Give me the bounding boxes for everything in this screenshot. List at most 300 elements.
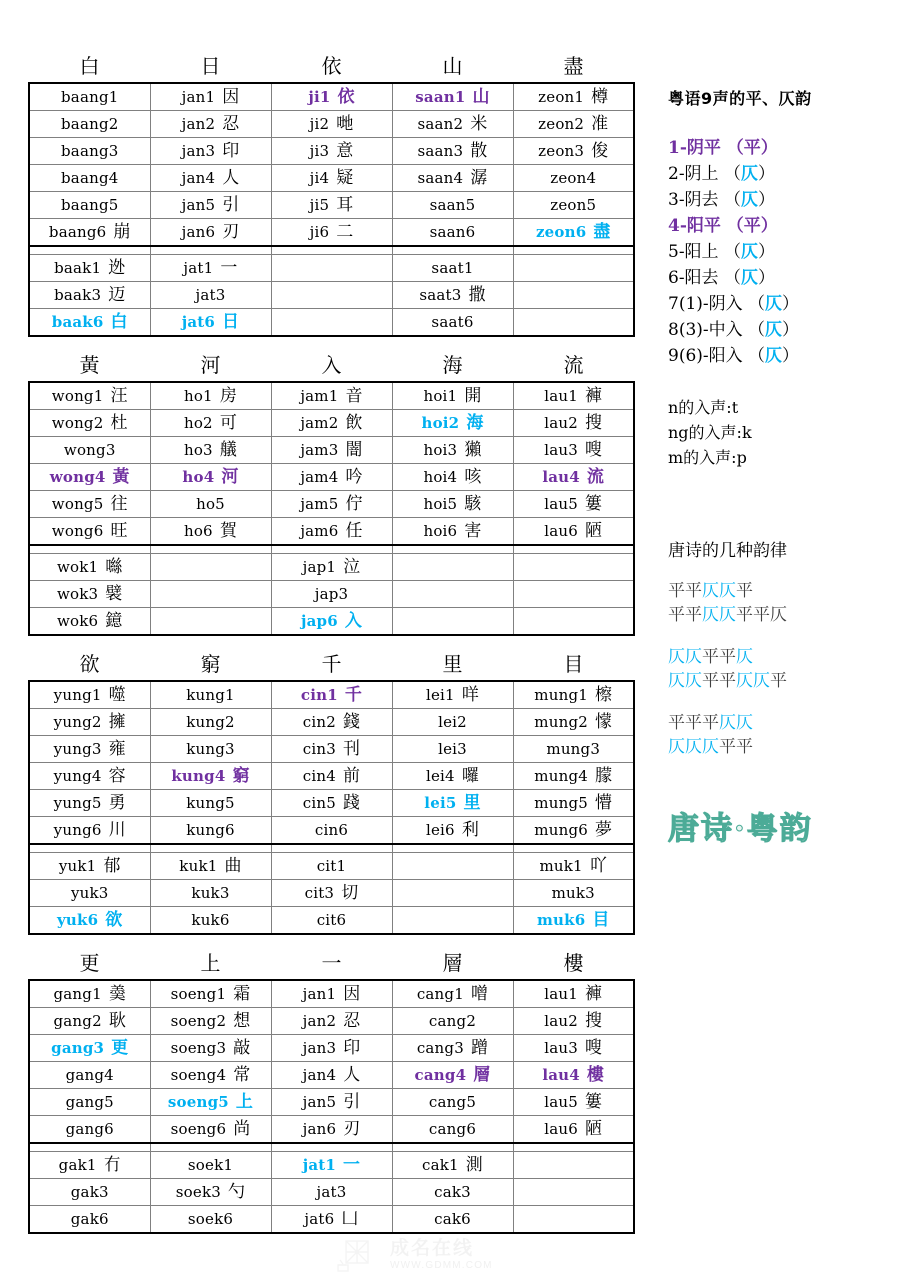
tone-label-close: ） (757, 268, 775, 288)
tone-label-close: ） (782, 320, 800, 340)
romanisation: muk3 (551, 884, 595, 902)
hanzi: 凵 (341, 1209, 359, 1229)
jyutping-cell (271, 111, 392, 138)
romanisation: saan5 (429, 196, 476, 214)
tone-category-mark: 仄 (765, 294, 783, 314)
jyutping-cell (513, 464, 634, 491)
hanzi: 准 (591, 114, 609, 134)
romanisation: lau4 (542, 468, 580, 486)
jyutping-cell (150, 165, 271, 192)
jyutping-cell (150, 491, 271, 518)
romanisation: lei3 (438, 740, 467, 758)
jyutping-cell (513, 1206, 634, 1234)
jyutping-cell (271, 880, 392, 907)
prosody-line (668, 645, 906, 669)
table-row (29, 853, 634, 880)
romanisation: cin6 (314, 821, 349, 839)
romanisation: hoi4 (423, 468, 458, 486)
table-row (29, 880, 634, 907)
romanisation: yuk1 (58, 857, 97, 875)
spacer-cell (271, 545, 392, 554)
poem-character-header: 海 (442, 353, 463, 377)
hanzi: 飲 (345, 413, 363, 433)
romanisation: mung3 (546, 740, 601, 758)
ze-segment: 仄仄 (668, 647, 702, 667)
tone-category-mark: 仄 (765, 320, 783, 340)
jyutping-cell (513, 282, 634, 309)
hanzi: 容 (108, 766, 126, 786)
hanzi: 懵 (595, 793, 613, 813)
hanzi: 崩 (113, 222, 131, 242)
romanisation: baak6 (51, 313, 104, 331)
table-section-spacer (29, 545, 634, 554)
table-row (29, 608, 634, 636)
jyutping-cell (150, 518, 271, 546)
romanisation: zeon3 (538, 142, 585, 160)
jyutping-cell (150, 880, 271, 907)
jyutping-cell (513, 255, 634, 282)
table-row (29, 681, 634, 709)
entering-tone-rule: m的入声:p (668, 448, 747, 467)
romanisation: ho4 (182, 468, 215, 486)
romanisation: zeon2 (538, 115, 585, 133)
romanisation: gang5 (65, 1093, 114, 1111)
jyutping-cell (513, 709, 634, 736)
romanisation: jap3 (314, 585, 349, 603)
romanisation: soeng4 (170, 1066, 227, 1084)
hanzi: 目 (592, 910, 610, 930)
table-row (29, 282, 634, 309)
jyutping-cell (29, 410, 150, 437)
romanisation: jam2 (300, 414, 339, 432)
jyutping-cell (29, 853, 150, 880)
jyutping-cell (513, 763, 634, 790)
prosody-title: 唐诗的几种韵律 (668, 541, 787, 561)
romanisation: mung5 (534, 794, 588, 812)
romanisation: cin3 (302, 740, 336, 758)
table-row (29, 309, 634, 337)
jyutping-cell (150, 192, 271, 219)
jyutping-cell (392, 410, 513, 437)
table-row (29, 165, 634, 192)
romanisation: kuk3 (191, 884, 230, 902)
table-row (29, 219, 634, 247)
hanzi: 因 (343, 984, 361, 1004)
hanzi: 獺 (464, 440, 482, 460)
romanisation: wong1 (51, 387, 104, 405)
romanisation: saan1 (415, 88, 466, 106)
tone-list-item: 4-阳平 （平） (668, 216, 778, 236)
jyutping-cell (392, 138, 513, 165)
jyutping-cell (271, 763, 392, 790)
tone-category-mark: 仄 (740, 190, 758, 210)
jyutping-cell (29, 736, 150, 763)
romanisation: yung6 (53, 821, 102, 839)
table-row (29, 907, 634, 935)
tone-label-close: ） (782, 346, 800, 366)
romanisation: saat6 (431, 313, 474, 331)
table-row (29, 736, 634, 763)
hanzi: 嗖 (585, 440, 603, 460)
jyutping-cell (29, 437, 150, 464)
hanzi: 刃 (222, 222, 240, 242)
hanzi: 旺 (110, 521, 128, 541)
romanisation: yung2 (53, 713, 102, 731)
romanisation: jan1 (302, 985, 337, 1003)
hanzi: 窮 (232, 766, 250, 786)
tone-category-mark: 仄 (740, 268, 758, 288)
romanisation: cin5 (302, 794, 336, 812)
romanisation: jan1 (181, 88, 216, 106)
jyutping-cell (392, 681, 513, 709)
romanisation: jam3 (300, 441, 339, 459)
jyutping-cell (271, 608, 392, 636)
jyutping-cell (513, 817, 634, 845)
jyutping-cell (29, 1206, 150, 1234)
jyutping-cell (29, 1152, 150, 1179)
jyutping-cell (150, 681, 271, 709)
jyutping-cell (513, 608, 634, 636)
romanisation: lei5 (424, 794, 457, 812)
jyutping-cell (392, 219, 513, 247)
tone-label: 2-阴上 （ (668, 164, 741, 184)
romanisation: soeng1 (170, 985, 227, 1003)
jyutping-cell (513, 382, 634, 410)
table-header-row (29, 52, 634, 83)
spacer-cell (392, 246, 513, 255)
hanzi: 霜 (233, 984, 251, 1004)
jyutping-cell (29, 681, 150, 709)
hanzi: 想 (233, 1011, 251, 1031)
watermark-logo-icon (336, 1238, 384, 1272)
romanisation: cit3 (304, 884, 335, 902)
jyutping-cell (271, 255, 392, 282)
jyutping-cell (513, 736, 634, 763)
table-row (29, 1062, 634, 1089)
prosody-line (668, 579, 906, 603)
tone-label: 9(6)-阳入 （ (668, 346, 766, 366)
table-row (29, 83, 634, 111)
hanzi: 勺 (228, 1182, 246, 1202)
romanisation: soek3 (175, 1183, 222, 1201)
jyutping-cell (513, 83, 634, 111)
table-row (29, 554, 634, 581)
ping-segment: 平平仄 (736, 605, 787, 625)
romanisation: yung3 (53, 740, 102, 758)
romanisation: baak1 (54, 259, 102, 277)
romanisation: zeon5 (550, 196, 597, 214)
hanzi: 耳 (336, 195, 354, 215)
jyutping-cell (29, 518, 150, 546)
prosody-line (668, 603, 906, 627)
tone-label: 3-阴去 （ (668, 190, 741, 210)
jyutping-cell (29, 980, 150, 1008)
hanzi: 夢 (595, 820, 613, 840)
jyutping-cell (271, 736, 392, 763)
jyutping-cell (150, 83, 271, 111)
jyutping-cell (29, 1062, 150, 1089)
jyutping-cell (513, 518, 634, 546)
hanzi: 黃 (112, 467, 130, 487)
jyutping-cell (29, 554, 150, 581)
hanzi: 迈 (108, 285, 126, 305)
table-row (29, 111, 634, 138)
jyutping-cell (392, 382, 513, 410)
hanzi: 疑 (336, 168, 354, 188)
jyutping-cell (150, 382, 271, 410)
poem-character-header: 依 (321, 54, 342, 78)
tone-category-mark: 仄 (740, 164, 758, 184)
romanisation: jan5 (181, 196, 216, 214)
jyutping-cell (150, 1152, 271, 1179)
hanzi: 雍 (108, 739, 126, 759)
jyutping-cell (392, 282, 513, 309)
tone-list-item (668, 265, 906, 291)
romanisation: jat3 (316, 1183, 347, 1201)
jyutping-cell (392, 1116, 513, 1144)
hanzi: 敲 (233, 1038, 251, 1058)
table-row (29, 255, 634, 282)
romanisation: jan2 (181, 115, 216, 133)
hanzi: 簍 (585, 494, 603, 514)
romanisation: soek6 (187, 1210, 234, 1228)
jyutping-cell (29, 382, 150, 410)
jyutping-cell (271, 165, 392, 192)
notes-panel (668, 86, 906, 848)
hanzi: 懞 (595, 712, 613, 732)
tone-label: 6-阳去 （ (668, 268, 741, 288)
tone-list-item (668, 239, 906, 265)
romanisation: lau3 (544, 1039, 579, 1057)
hanzi: 切 (341, 883, 359, 903)
tone-list-item (668, 187, 906, 213)
jyutping-cell (513, 554, 634, 581)
table-header-row (29, 650, 634, 681)
jyutping-cell (513, 790, 634, 817)
prosody-patterns (668, 579, 906, 759)
jyutping-cell (271, 83, 392, 111)
hanzi: 尚 (233, 1119, 251, 1139)
jyutping-cell (513, 1116, 634, 1144)
prosody-line (668, 711, 906, 735)
jyutping-cell (392, 255, 513, 282)
romanisation: ji2 (309, 115, 330, 133)
jyutping-cell (513, 491, 634, 518)
jyutping-cell (150, 980, 271, 1008)
hanzi: 汪 (110, 386, 128, 406)
hanzi: 流 (586, 467, 605, 487)
jyutping-cell (513, 681, 634, 709)
romanisation: yung4 (53, 767, 102, 785)
tone-category-mark: 仄 (740, 242, 758, 262)
romanisation: jan6 (181, 223, 216, 241)
romanisation: soeng2 (170, 1012, 227, 1030)
table-section-spacer (29, 1143, 634, 1152)
jyutping-cell (29, 464, 150, 491)
jyutping-cell (392, 83, 513, 111)
romanisation: ho3 (183, 441, 213, 459)
poem-character-header: 千 (321, 652, 342, 676)
hanzi: 陋 (585, 1119, 603, 1139)
romanisation: saan2 (417, 115, 464, 133)
romanisation: lei2 (438, 713, 467, 731)
jyutping-cell (29, 1116, 150, 1144)
romanisation: cit6 (316, 911, 347, 929)
jyutping-cell (271, 1089, 392, 1116)
table-row (29, 790, 634, 817)
spacer-cell (392, 1143, 513, 1152)
jyutping-cell (513, 219, 634, 247)
ping-segment: 平平 (668, 605, 702, 625)
romanisation: lau1 (544, 985, 579, 1003)
romanisation: lau5 (544, 1093, 579, 1111)
jyutping-cell (271, 1152, 392, 1179)
hanzi: 褲 (585, 984, 603, 1004)
hanzi: 杜 (110, 413, 128, 433)
jyutping-cell (392, 817, 513, 845)
romanisation: wok6 (56, 612, 99, 630)
romanisation: kung6 (186, 821, 235, 839)
jyutping-cell (271, 518, 392, 546)
romanisation: jan6 (302, 1120, 337, 1138)
spacer-cell (271, 246, 392, 255)
hanzi: 可 (219, 413, 238, 433)
table-header-row (29, 949, 634, 980)
jyutping-cell (150, 790, 271, 817)
table-row (29, 1206, 634, 1234)
jyutping-cell (513, 1179, 634, 1206)
hanzi: 常 (233, 1065, 251, 1085)
poem-line-table (28, 52, 638, 337)
tone-label-close: ） (757, 164, 775, 184)
tone-label: 8(3)-中入 （ (668, 320, 766, 340)
hanzi: 賀 (219, 521, 238, 541)
watermark-brand: 成名在线 (390, 1237, 475, 1259)
poem-character-header: 流 (563, 353, 584, 377)
hanzi: 錢 (343, 712, 361, 732)
romanisation: mung2 (534, 713, 588, 731)
romanisation: lau2 (544, 1012, 579, 1030)
romanisation: zeon4 (550, 169, 597, 187)
hanzi: 利 (461, 820, 480, 840)
hanzi: 往 (110, 494, 128, 514)
poem-character-header: 欲 (79, 652, 100, 676)
hanzi: 意 (336, 141, 354, 161)
jyutping-cell (29, 491, 150, 518)
hanzi: 闇 (345, 440, 363, 460)
hanzi: 迯 (108, 258, 126, 278)
romanisation: baang6 (48, 223, 107, 241)
jyutping-cell (150, 1116, 271, 1144)
tone-list-item (668, 291, 906, 317)
hanzi: 撒 (468, 285, 486, 305)
table-header-row (29, 351, 634, 382)
romanisation: cang2 (428, 1012, 477, 1030)
romanisation: jat6 (304, 1210, 335, 1228)
prosody-line (668, 669, 906, 693)
jyutping-cell (513, 980, 634, 1008)
romanisation: ji6 (309, 223, 330, 241)
hanzi: 房 (219, 386, 238, 406)
jyutping-cell (271, 437, 392, 464)
tone-list (668, 135, 906, 369)
hanzi: 依 (337, 87, 355, 107)
ze-segment: 仄 (736, 647, 753, 667)
jyutping-cell (271, 1062, 392, 1089)
jyutping-cell (29, 1035, 150, 1062)
spacer-cell (150, 844, 271, 853)
romanisation: baak3 (54, 286, 102, 304)
hanzi: 刃 (343, 1119, 361, 1139)
hanzi: 欲 (105, 910, 123, 930)
hanzi: 嗖 (585, 1038, 603, 1058)
jyutping-cell (513, 1008, 634, 1035)
romanisation: kuk1 (179, 857, 218, 875)
jyutping-cell (392, 1179, 513, 1206)
jyutping-cell (392, 763, 513, 790)
romanisation: hoi1 (423, 387, 458, 405)
romanisation: lei4 (425, 767, 455, 785)
poem-line-table (28, 949, 638, 1234)
jyutping-cell (271, 410, 392, 437)
romanisation: gak6 (70, 1210, 109, 1228)
jyutping-cell (271, 309, 392, 337)
romanisation: gang2 (53, 1012, 102, 1030)
jyutping-cell (271, 1116, 392, 1144)
hanzi: 入 (344, 611, 363, 631)
hanzi: 吖 (589, 856, 608, 876)
romanisation: lau6 (544, 1120, 579, 1138)
tone-label: 5-阳上 （ (668, 242, 741, 262)
jyutping-cell (392, 165, 513, 192)
jyutping-cell (150, 437, 271, 464)
jyutping-cell (271, 907, 392, 935)
hanzi: 勇 (108, 793, 126, 813)
hanzi: 害 (464, 521, 482, 541)
romanisation: kung1 (186, 686, 235, 704)
hanzi: 一 (220, 258, 238, 278)
table-row (29, 192, 634, 219)
jyutping-cell (513, 309, 634, 337)
jyutping-cell (29, 581, 150, 608)
romanisation: ji1 (308, 88, 331, 106)
ping-segment: 平 (736, 581, 753, 601)
jyutping-cell (513, 1035, 634, 1062)
jyutping-cell (29, 608, 150, 636)
romanisation: yung1 (53, 686, 102, 704)
table-row (29, 980, 634, 1008)
jyutping-cell (392, 309, 513, 337)
poem-line-table (28, 351, 638, 636)
jyutping-cell (271, 1035, 392, 1062)
romanisation: yuk3 (70, 884, 109, 902)
notes-title: 粤语9声的平、仄韵 (668, 89, 812, 108)
romanisation: hoi5 (423, 495, 458, 513)
table-row (29, 1035, 634, 1062)
jyutping-cell (392, 192, 513, 219)
spacer-cell (29, 545, 150, 554)
hanzi: 印 (343, 1038, 361, 1058)
ze-segment: 仄仄 (702, 605, 736, 625)
romanisation: jam1 (300, 387, 339, 405)
romanisation: mung4 (534, 767, 588, 785)
hanzi: 朦 (595, 766, 613, 786)
romanisation: gak3 (70, 1183, 109, 1201)
romanisation: cin1 (300, 686, 338, 704)
poem-line-table (28, 650, 638, 935)
romanisation: jap6 (300, 612, 338, 630)
hanzi: 咩 (461, 685, 480, 705)
